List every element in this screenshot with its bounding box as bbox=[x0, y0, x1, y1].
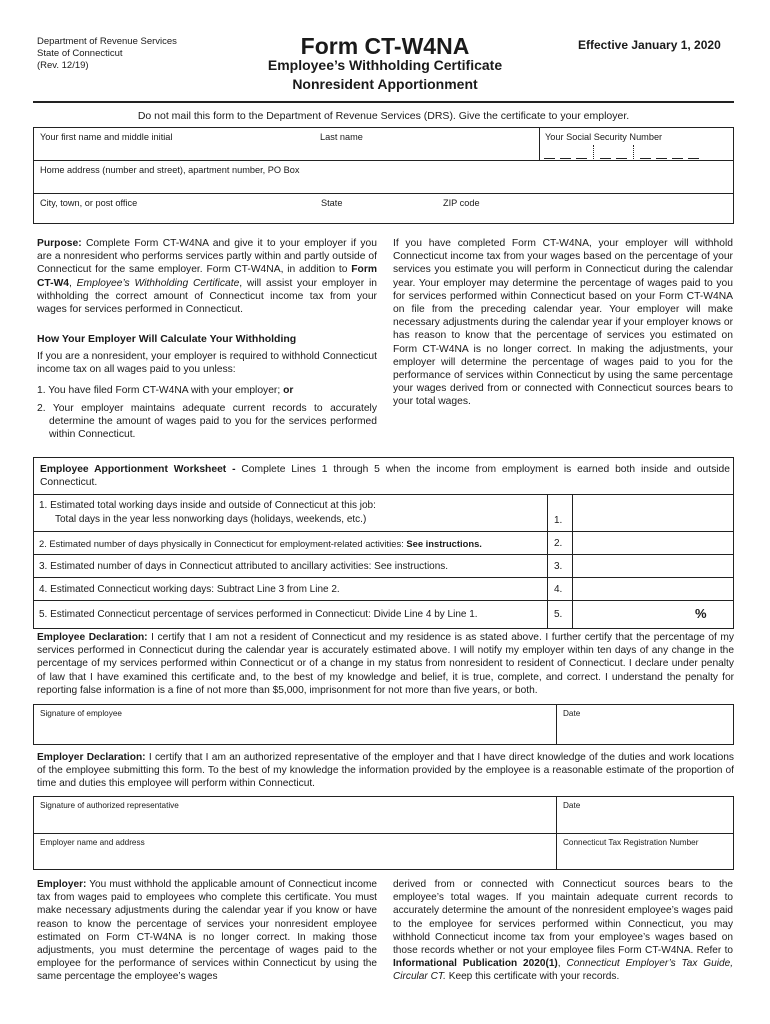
mail-notice: Do not mail this form to the Department of Revenue Services (DRS). Give the certificate to your employer. bbox=[137, 110, 630, 122]
worksheet-line-4: 4. Estimated Connecticut working days: Subtract Line 3 from Line 2. 4. bbox=[33, 577, 734, 601]
employee-declaration: Employee Declaration: I certify that I am not a resident of Connecticut and my residence is as stated above. I further certify that the percentage of my services performed in Connecticut during the calendar year is accurately estimated above. I will notify my employer within ten days of any change in the percentage of my services performed within Connecticut or of a change in my status from nonresident to resident of Connecticut. I declare under penalty of law that I have examined this certificate and, to the best of my knowledge and belief, it is true, complete, and correct. I understand the penalty for reporting false information is a fine of not more than $5,000, imprisonment for not more than five years, or both. bbox=[37, 632, 734, 696]
employer-instructions-left: Employer: You must withhold the applicable amount of Connecticut income tax from wages paid to employees who complete this certificate. You must make necessary adjustments during the calendar year if you know or have reason to know the percentage of services your nonresident employee estimated on Form CT-W4NA is no longer correct. In making those adjustments, you must determine the percentage of wages paid to the employee for the performance of services within Connecticut by using the same percentage the employee’s wages bbox=[37, 879, 377, 983]
how-item-1: 1. You have filed Form CT-W4NA with your employer; or bbox=[37, 385, 294, 396]
employer-declaration: Employer Declaration: I certify that I am an authorized representative of the employer and that I have direct knowledge of the duties and work locations of the employee submitting this form. To the best of my knowledge the information provided by the employee is a reasonable estimate of the proportion of time and duties this employee will perform within Connecticut. bbox=[37, 752, 734, 790]
form-title: Form CT-W4NA bbox=[300, 33, 470, 59]
first-name-field[interactable]: Your first name and middle initial bbox=[40, 132, 173, 142]
divider bbox=[33, 193, 734, 194]
city-field[interactable]: City, town, or post office bbox=[40, 198, 138, 208]
worksheet-line-1: 1. Estimated total working days inside and outside of Connecticut at this job: Total days in the year less nonworking days (holidays, weekends, etc.) 1. bbox=[33, 494, 734, 532]
line-2-input[interactable] bbox=[573, 532, 733, 554]
employee-signature-field[interactable]: Signature of employee bbox=[40, 709, 122, 718]
employer-name-address-field[interactable]: Employer name and address bbox=[40, 838, 145, 847]
employee-date-field[interactable]: Date bbox=[563, 709, 581, 718]
header-rule bbox=[33, 101, 734, 103]
revision: (Rev. 12/19) bbox=[37, 60, 89, 71]
dept-name: Department of Revenue Services bbox=[37, 36, 177, 47]
how-intro: If you are a nonresident, your employer is required to withhold Connecticut income tax on all wages paid to you unless: bbox=[37, 351, 377, 376]
how-item-2: 2. Your employer maintains adequate current records to accurately determine the amount of wages paid to you for the services performed within Connecticut. bbox=[37, 403, 377, 441]
withholding-explanation: If you have completed Form CT-W4NA, your employer will withhold Connecticut income tax from your wages based on the percentage of your services you estimate you will perform in Connecticut during the calendar year. Your employer may determine the percentage of wages paid to you for services performed within Connecticut based on your Form CT-W4NA on file from the preceding calendar year. Your employer will make necessary adjustments during the calendar year if your employer knows or has reason to know that the percentage of services you estimated on Form CT-W4NA is no longer correct. In making the adjustments, your employer will determine the percentage of wages paid to you for the performance of services within Connecticut by using the same percentage your wages derived from or connected with Connecticut sources bears to your total wages. bbox=[393, 238, 733, 408]
divider bbox=[33, 160, 734, 161]
percent-sign: % bbox=[695, 606, 707, 621]
divider bbox=[556, 704, 557, 745]
how-heading: How Your Employer Will Calculate Your Withholding bbox=[37, 333, 297, 345]
divider bbox=[33, 833, 734, 834]
form-subtitle-2: Nonresident Apportionment bbox=[292, 76, 478, 92]
worksheet-title: Employee Apportionment Worksheet - Complete Lines 1 through 5 when the income from employment is earned both inside and outside Connecticut. bbox=[40, 464, 730, 489]
home-address-field[interactable]: Home address (number and street), apartment number, PO Box bbox=[40, 165, 300, 175]
ssn-input[interactable] bbox=[544, 145, 699, 159]
last-name-field[interactable]: Last name bbox=[320, 132, 363, 142]
employer-date-field[interactable]: Date bbox=[563, 801, 581, 810]
zip-field[interactable]: ZIP code bbox=[443, 198, 480, 208]
line-1-input[interactable] bbox=[573, 495, 733, 531]
worksheet-line-2: 2. Estimated number of days physically in Connecticut for employment-related activities: See instructions. 2. bbox=[33, 531, 734, 555]
employer-instructions-right: derived from or connected with Connecticut sources bears to the employee’s total wages. If you maintain adequate current records to accurately determine the amount of the nonresident employee’s wages paid to the employee for services performed within Connecticut, you may withhold Connecticut income tax from your employee’s wages based on those records whether or not your employee files Form CT-W4NA. Refer to Informational Publication 2020(1), Connecticut Employer’s Tax Guide, Circular CT. Keep this certificate with your records. bbox=[393, 879, 733, 983]
form-subtitle-1: Employee’s Withholding Certificate bbox=[267, 57, 503, 73]
divider bbox=[539, 127, 540, 160]
ssn-field[interactable]: Your Social Security Number bbox=[545, 132, 663, 142]
state-field[interactable]: State bbox=[321, 198, 343, 208]
worksheet-line-3: 3. Estimated number of days in Connecticut attributed to ancillary activities: See instructions. 3. bbox=[33, 554, 734, 578]
purpose-paragraph: Purpose: Complete Form CT-W4NA and give it to your employer if you are a nonresident who performs services partly within and partly outside of Connecticut for the same employer. Form CT-W4NA, in addition to Form CT-W4, Employee’s Withholding Certificate, will assist your employer in withholding the correct amount of Connecticut income tax from your wages for services performed in Connecticut. bbox=[37, 238, 377, 316]
state-name: State of Connecticut bbox=[37, 48, 123, 59]
line-5-input[interactable] bbox=[573, 601, 658, 628]
employee-signature-box bbox=[33, 704, 734, 745]
worksheet-line-5: 5. Estimated Connecticut percentage of services performed in Connecticut: Divide Line 4 by Line 1. 5. % bbox=[33, 600, 734, 630]
line-3-input[interactable] bbox=[573, 555, 733, 577]
line-4-input[interactable] bbox=[573, 578, 733, 600]
tax-registration-field[interactable]: Connecticut Tax Registration Number bbox=[563, 838, 699, 847]
effective-date: Effective January 1, 2020 bbox=[578, 38, 721, 52]
employer-signature-field[interactable]: Signature of authorized representative bbox=[40, 801, 179, 810]
